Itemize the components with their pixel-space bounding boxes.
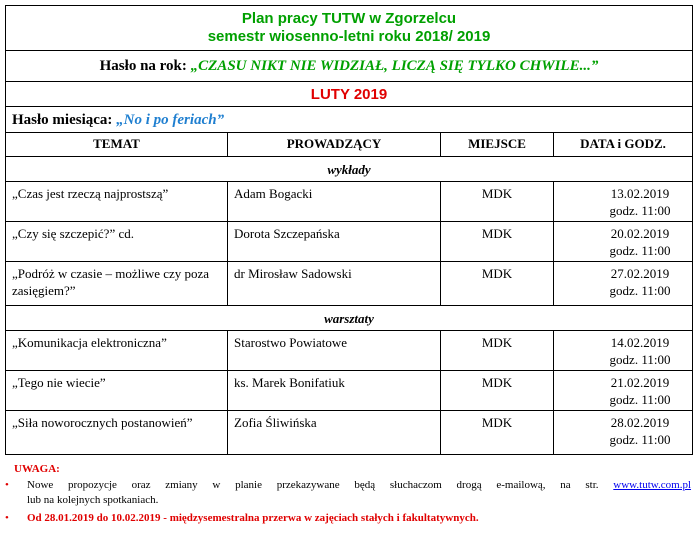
year-motto-label: Hasło na rok: bbox=[99, 58, 187, 74]
col-header-date: DATA i GODZ. bbox=[553, 133, 692, 156]
section-workshops bbox=[6, 306, 692, 331]
section-title: wykłady bbox=[327, 162, 371, 177]
topic-cell: „Komunikacja elektroniczna” bbox=[12, 335, 167, 350]
month-motto: „No i po feriach” bbox=[116, 112, 225, 128]
title-line-1: Plan pracy TUTW w Zgorzelcu bbox=[241, 10, 457, 27]
topic-cell: „Czy się szczepić?” cd. bbox=[12, 226, 134, 241]
note-2-text: Od 28.01.2019 do 10.02.2019 - międzysemestralna przerwa w zajęciach stałych i fakultatywnych. bbox=[27, 512, 479, 524]
col-header-topic: TEMAT bbox=[93, 136, 140, 151]
lead-cell: Dorota Szczepańska bbox=[227, 222, 440, 261]
website-link[interactable]: www.tutw.com.pl bbox=[613, 479, 692, 491]
lead-cell: dr Mirosław Sadowski bbox=[227, 262, 440, 305]
month-title: LUTY 2019 bbox=[310, 86, 388, 103]
topic-cell: „Czas jest rzeczą najprostszą” bbox=[12, 186, 169, 201]
place-cell: MDK bbox=[440, 222, 553, 261]
lead-cell: Starostwo Powiatowe bbox=[227, 331, 440, 370]
date-cell bbox=[553, 331, 692, 370]
lead-cell: ks. Marek Bonifatiuk bbox=[227, 371, 440, 410]
time-value: godz. 11:00 bbox=[609, 243, 671, 258]
table-row bbox=[6, 411, 692, 454]
col-header-lead: PROWADZĄCY bbox=[227, 133, 440, 156]
date-value: 14.02.2019 bbox=[610, 335, 670, 350]
note-1 bbox=[5, 478, 695, 510]
year-motto-row bbox=[6, 51, 692, 82]
schedule-table bbox=[5, 5, 693, 455]
table-row bbox=[6, 371, 692, 411]
section-title: warsztaty bbox=[324, 311, 374, 326]
bullet-icon: • bbox=[5, 512, 9, 524]
title-line-2: semestr wiosenno-letni roku 2018/ 2019 bbox=[207, 28, 491, 45]
topic-cell: „Podróż w czasie – możliwe czy poza zasięgiem?” bbox=[12, 266, 210, 298]
time-value: godz. 11:00 bbox=[609, 392, 671, 407]
date-cell bbox=[553, 371, 692, 410]
place-cell: MDK bbox=[440, 411, 553, 454]
date-value: 13.02.2019 bbox=[610, 186, 670, 201]
date-value: 21.02.2019 bbox=[610, 375, 670, 390]
table-row bbox=[6, 182, 692, 222]
lead-cell: Zofia Śliwińska bbox=[227, 411, 440, 454]
note-1-line bbox=[5, 478, 691, 493]
section-lectures bbox=[6, 157, 692, 182]
year-motto: „CZASU NIKT NIE WIDZIAŁ, LICZĄ SIĘ TYLKO CHWILE...” bbox=[190, 58, 599, 74]
title-block bbox=[6, 6, 692, 51]
date-cell bbox=[553, 222, 692, 261]
date-value: 27.02.2019 bbox=[610, 266, 670, 281]
bullet-icon: • bbox=[5, 479, 9, 491]
table-row bbox=[6, 222, 692, 262]
place-cell: MDK bbox=[440, 262, 553, 305]
place-cell: MDK bbox=[440, 371, 553, 410]
notes-label: UWAGA: bbox=[14, 463, 60, 475]
time-value: godz. 11:00 bbox=[609, 203, 671, 218]
note-1-text: Nowe propozycje oraz zmiany w planie przekazywane będą słuchaczom drogą e-mailową, na str. bbox=[27, 479, 599, 491]
col-header-place: MIEJSCE bbox=[440, 133, 553, 156]
date-cell bbox=[553, 411, 692, 454]
time-value: godz. 11:00 bbox=[609, 432, 671, 447]
column-header-row bbox=[6, 133, 692, 157]
date-cell bbox=[553, 182, 692, 221]
date-cell bbox=[553, 262, 692, 305]
date-value: 28.02.2019 bbox=[610, 415, 670, 430]
month-motto-row bbox=[6, 107, 692, 133]
date-value: 20.02.2019 bbox=[610, 226, 670, 241]
topic-cell: „Siła noworocznych postanowień” bbox=[12, 415, 193, 430]
time-value: godz. 11:00 bbox=[609, 352, 671, 367]
month-motto-label: Hasło miesiąca: bbox=[12, 112, 113, 128]
topic-cell: „Tego nie wiecie” bbox=[12, 375, 106, 390]
note-1-tail: lub na kolejnych spotkaniach. bbox=[27, 494, 159, 506]
place-cell: MDK bbox=[440, 331, 553, 370]
time-value: godz. 11:00 bbox=[609, 283, 671, 298]
table-row bbox=[6, 262, 692, 306]
table-row bbox=[6, 331, 692, 371]
note-2 bbox=[5, 511, 695, 526]
month-row bbox=[6, 82, 692, 107]
place-cell: MDK bbox=[440, 182, 553, 221]
lead-cell: Adam Bogacki bbox=[227, 182, 440, 221]
